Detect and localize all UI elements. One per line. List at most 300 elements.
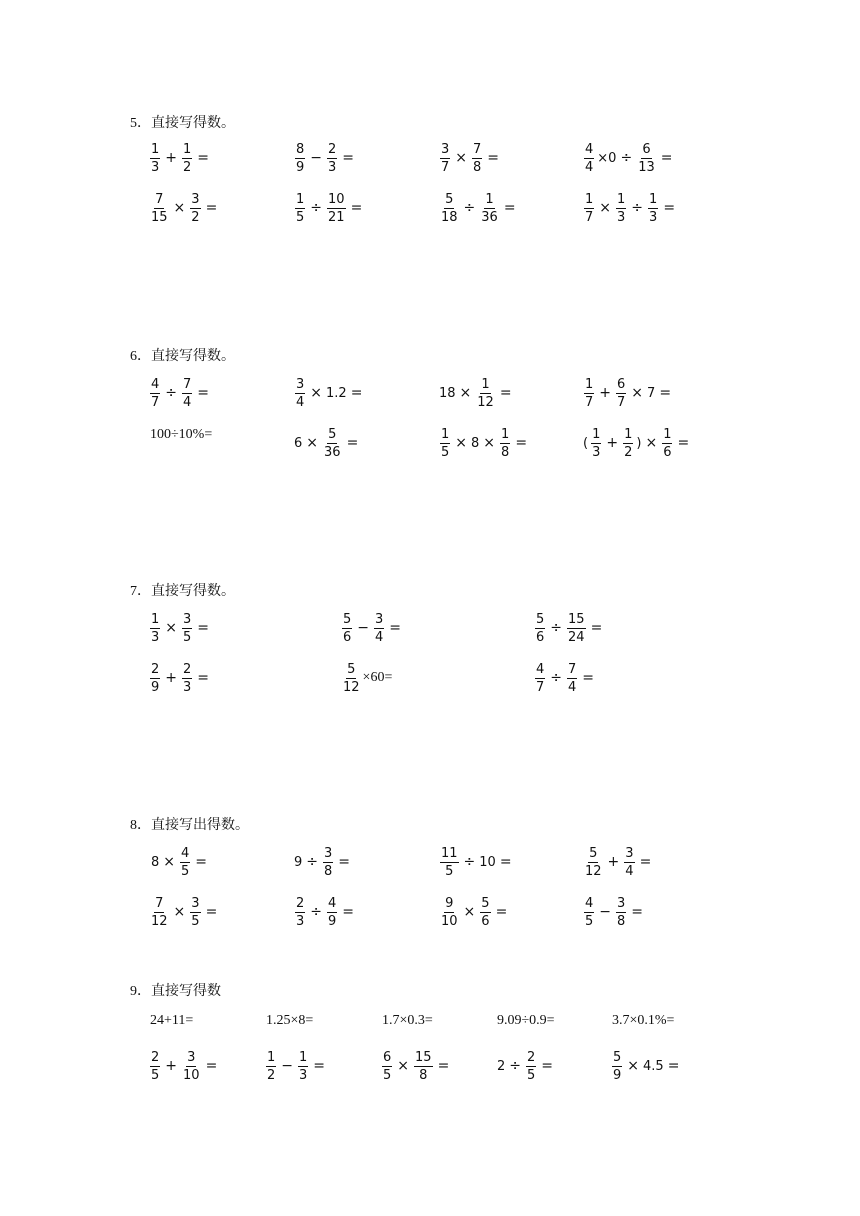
fraction [624,847,634,878]
denominator: 7 [151,394,160,410]
section-number: 8 [130,818,137,833]
operator: ÷ [165,385,178,401]
numerator: 7 [473,141,482,157]
denominator: 10 [441,913,458,929]
numerator: 1 [481,376,490,392]
denominator: 18 [441,209,458,225]
numerator: 2 [183,661,192,677]
section-number: 7 [130,584,137,599]
denominator: 7 [441,159,450,175]
numerator: 3 [187,1049,196,1065]
denominator: 10 [183,1067,200,1083]
math-problem [148,610,212,646]
operator: = [582,670,595,686]
number-text: 3.7×0.1%= [612,1013,675,1028]
operator: = [205,200,218,216]
denominator: 4 [296,394,305,410]
denominator: 7 [536,679,545,695]
operator: = [342,904,355,920]
number-text: 8 [151,854,160,870]
math-problem [148,894,220,930]
math-problem [150,844,210,880]
numerator: 15 [415,1049,432,1065]
denominator: 9 [328,913,337,929]
math-problem [533,660,597,696]
numerator: 1 [617,191,626,207]
numerator: 8 [296,141,305,157]
math-problem [293,425,361,461]
denominator: 12 [343,679,360,695]
fraction [526,1051,536,1082]
fraction [182,1051,201,1082]
fraction [440,193,459,224]
operator: = [590,620,603,636]
section-heading [130,980,221,1000]
math-problem [293,375,365,411]
numerator: 5 [343,611,352,627]
operator: + [165,150,178,166]
numerator: 4 [536,661,545,677]
operator: ÷ [310,200,323,216]
operator: = [663,200,676,216]
number-text: ×0 [597,150,617,166]
math-problem [582,894,646,930]
numerator: 4 [585,141,594,157]
math-problem [148,660,212,696]
denominator: 8 [324,863,333,879]
section-heading [130,345,235,365]
math-problem [340,610,404,646]
numerator: 5 [536,611,545,627]
fraction [637,143,656,174]
operator: = [541,1058,554,1074]
section-title: ．直接写得数。 [137,115,235,131]
fraction [567,663,577,694]
math-problem [340,660,392,696]
operator: + [165,670,178,686]
operator: × [645,435,658,451]
number-text: 8 [471,435,480,451]
number-text: 100÷10%= [150,427,213,442]
denominator: 6 [663,444,672,460]
math-problem [438,375,515,411]
denominator: 8 [419,1067,428,1083]
section-heading [130,814,249,834]
operator: − [599,904,612,920]
denominator: 5 [585,913,594,929]
number-text: 9.09÷0.9= [497,1013,555,1028]
fraction [150,613,160,644]
operator: − [281,1058,294,1074]
math-problem [264,1048,328,1084]
math-problem [497,1003,555,1039]
numerator: 3 [375,611,384,627]
operator: ÷ [310,904,323,920]
math-problem [293,190,365,226]
section-heading [130,112,235,132]
fraction [440,428,450,459]
denominator: 13 [638,159,655,175]
denominator: 24 [568,629,585,645]
number-text: ×60= [362,670,393,685]
denominator: 9 [613,1067,622,1083]
math-problem [148,140,212,176]
fraction [616,897,626,928]
operator: = [342,150,355,166]
math-problem [380,1048,452,1084]
fraction [327,143,337,174]
operator: ÷ [306,854,319,870]
denominator: 3 [183,679,192,695]
operator: = [437,1058,450,1074]
math-problem [148,1048,220,1084]
number-text: 24+11= [150,1013,194,1028]
denominator: 3 [299,1067,308,1083]
math-problem [533,610,605,646]
denominator: 5 [445,863,454,879]
numerator: 5 [347,661,356,677]
fraction [584,378,594,409]
math-problem [438,844,515,880]
numerator: 1 [267,1049,276,1065]
operator: × [459,385,472,401]
operator: = [499,385,512,401]
number-text: 2 [497,1058,506,1074]
denominator: 4 [585,159,594,175]
denominator: 7 [585,394,594,410]
fraction [323,428,342,459]
denominator: 2 [624,444,633,460]
numerator: 5 [481,895,490,911]
operator: × [306,435,319,451]
numerator: 7 [155,895,164,911]
denominator: 2 [183,159,192,175]
operator: = [338,854,351,870]
fraction [295,378,305,409]
operator: + [606,435,619,451]
operator: = [503,200,516,216]
denominator: 3 [617,209,626,225]
operator: = [346,435,359,451]
fraction [150,378,160,409]
operator: = [197,150,210,166]
denominator: 3 [296,913,305,929]
denominator: 8 [501,444,510,460]
operator: ÷ [550,620,563,636]
denominator: 6 [481,913,490,929]
fraction [591,428,601,459]
math-problem [582,190,678,226]
fraction [616,193,626,224]
operator: ÷ [550,670,563,686]
numerator: 9 [445,895,454,911]
denominator: 3 [151,159,160,175]
denominator: 12 [151,913,168,929]
denominator: 8 [473,159,482,175]
operator: × [455,150,468,166]
denominator: 3 [592,444,601,460]
fraction [480,193,499,224]
denominator: 12 [477,394,494,410]
denominator: 5 [296,209,305,225]
numerator: 4 [328,895,337,911]
denominator: 3 [328,159,337,175]
math-problem [496,1048,556,1084]
numerator: 4 [181,845,190,861]
numerator: 1 [485,191,494,207]
denominator: 21 [328,209,345,225]
operator: = [660,150,673,166]
denominator: 5 [191,913,200,929]
operator: × [599,200,612,216]
fraction [440,897,459,928]
denominator: 9 [296,159,305,175]
number-text: 18 [439,385,456,401]
fraction [440,847,459,878]
operator: = [677,435,690,451]
numerator: 3 [324,845,333,861]
operator: = [350,385,363,401]
math-problem [293,894,357,930]
numerator: 7 [155,191,164,207]
operator: × [165,620,178,636]
operator: = [205,1058,218,1074]
fraction [180,847,190,878]
denominator: 4 [375,629,384,645]
numerator: 6 [617,376,626,392]
numerator: 2 [527,1049,536,1065]
math-problem [382,1003,433,1039]
fraction [182,378,192,409]
math-problem [150,417,212,453]
operator: = [659,385,672,401]
numerator: 5 [328,426,337,442]
denominator: 36 [324,444,341,460]
math-problem [438,190,519,226]
fraction [150,1051,160,1082]
operator: ÷ [631,200,644,216]
operator: = [667,1058,680,1074]
denominator: 7 [617,394,626,410]
math-problem [582,844,654,880]
number-text: 10 [479,854,496,870]
numerator: 6 [383,1049,392,1065]
operator: = [205,904,218,920]
operator: × [631,385,644,401]
fraction [190,897,200,928]
math-problem [438,425,530,461]
number-text: 6 [294,435,303,451]
operator: = [495,904,508,920]
fraction [182,663,192,694]
numerator: 1 [649,191,658,207]
denominator: 5 [441,444,450,460]
denominator: 9 [151,679,160,695]
operator: − [310,150,323,166]
numerator: 1 [501,426,510,442]
denominator: 4 [568,679,577,695]
section-heading [130,580,235,600]
fraction [327,193,346,224]
numerator: 10 [328,191,345,207]
fraction [190,193,200,224]
denominator: 6 [536,629,545,645]
math-problem [148,375,212,411]
section-number: 5 [130,116,137,131]
fraction [414,1051,433,1082]
fraction [182,613,192,644]
math-problem [582,425,692,461]
operator: ÷ [463,854,476,870]
section-title: ．直接写得数 [137,983,221,999]
fraction [584,143,594,174]
number-text: ( [583,435,589,451]
denominator: 7 [585,209,594,225]
fraction [342,613,352,644]
fraction [295,193,305,224]
denominator: 4 [183,394,192,410]
denominator: 4 [625,863,634,879]
fraction [612,1051,622,1082]
operator: = [389,620,402,636]
fraction [500,428,510,459]
number-text: 1.7×0.3= [382,1013,433,1028]
section-title: ．直接写得数。 [137,583,235,599]
numerator: 7 [568,661,577,677]
number-text: ) [636,435,642,451]
fraction [150,193,169,224]
numerator: 3 [625,845,634,861]
number-text: 1.2 [326,385,347,401]
denominator: 5 [183,629,192,645]
operator: = [631,904,644,920]
operator: × [483,435,496,451]
number-text: 1.25×8= [266,1013,314,1028]
denominator: 3 [151,629,160,645]
operator: × [173,200,186,216]
fraction [567,613,586,644]
section-number: 9 [130,984,137,999]
fraction [295,897,305,928]
numerator: 1 [624,426,633,442]
operator: = [197,385,210,401]
math-problem [438,894,510,930]
operator: × [627,1058,640,1074]
math-problem [612,1003,674,1039]
denominator: 5 [383,1067,392,1083]
numerator: 1 [585,191,594,207]
numerator: 3 [191,191,200,207]
section-title: ．直接写出得数。 [137,817,249,833]
fraction [150,143,160,174]
operator: ÷ [463,200,476,216]
operator: ÷ [509,1058,522,1074]
math-problem [438,140,502,176]
numerator: 1 [299,1049,308,1065]
operator: × [455,435,468,451]
fraction [616,378,626,409]
math-problem [150,1003,193,1039]
operator: + [607,854,620,870]
fraction [584,847,603,878]
operator: ÷ [620,150,633,166]
numerator: 11 [441,845,458,861]
fraction [476,378,495,409]
number-text: 4.5 [643,1058,664,1074]
denominator: 36 [481,209,498,225]
numerator: 2 [151,1049,160,1065]
numerator: 6 [642,141,651,157]
numerator: 7 [183,376,192,392]
denominator: 5 [181,863,190,879]
fraction [623,428,633,459]
fraction [584,193,594,224]
fraction [295,143,305,174]
math-problem [266,1003,313,1039]
number-text: 7 [647,385,656,401]
numerator: 3 [617,895,626,911]
fraction [472,143,482,174]
numerator: 3 [183,611,192,627]
operator: = [499,854,512,870]
math-problem [582,140,675,176]
fraction [480,897,490,928]
fraction [150,663,160,694]
math-problem [148,190,220,226]
numerator: 2 [328,141,337,157]
denominator: 5 [151,1067,160,1083]
fraction [535,663,545,694]
operator: = [350,200,363,216]
numerator: 1 [183,141,192,157]
fraction [327,897,337,928]
operator: × [310,385,323,401]
denominator: 12 [585,863,602,879]
fraction [266,1051,276,1082]
operator: = [195,854,208,870]
numerator: 2 [296,895,305,911]
fraction [535,613,545,644]
operator: = [515,435,528,451]
number-text: 9 [294,854,303,870]
fraction [182,143,192,174]
operator: × [173,904,186,920]
numerator: 1 [151,141,160,157]
denominator: 3 [649,209,658,225]
fraction [662,428,672,459]
operator: × [463,904,476,920]
numerator: 5 [445,191,454,207]
operator: = [197,620,210,636]
numerator: 15 [568,611,585,627]
numerator: 3 [191,895,200,911]
denominator: 2 [267,1067,276,1083]
numerator: 5 [589,845,598,861]
numerator: 1 [151,611,160,627]
fraction [298,1051,308,1082]
numerator: 1 [663,426,672,442]
numerator: 4 [151,376,160,392]
fraction [374,613,384,644]
numerator: 1 [592,426,601,442]
fraction [323,847,333,878]
numerator: 1 [585,376,594,392]
numerator: 3 [441,141,450,157]
operator: − [357,620,370,636]
fraction [382,1051,392,1082]
operator: × [163,854,176,870]
math-problem [293,140,357,176]
